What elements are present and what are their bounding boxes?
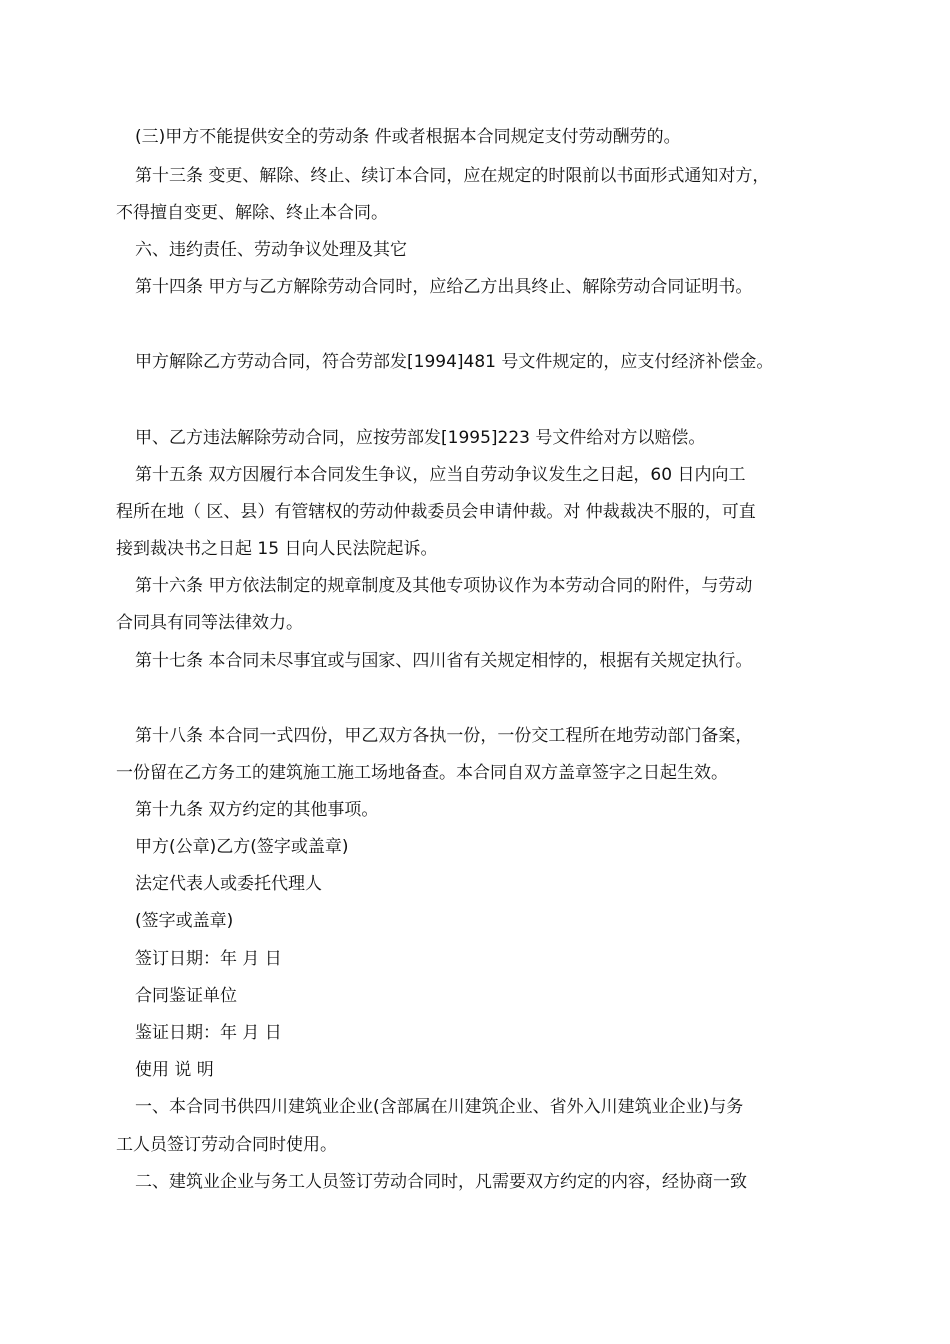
clause-18-line-2: 一份留在乙方务工的建筑施工施工场地备查。本合同自双方盖章签字之日起生效。 (116, 763, 728, 783)
illegal-termination-paragraph: 甲、乙方违法解除劳动合同，应按劳部发[1995]223 号文件给对方以赔偿。 (135, 428, 706, 448)
compensation-paragraph: 甲方解除乙方劳动合同，符合劳部发[1994]481 号文件规定的，应支付经济补偿金。 (135, 352, 774, 372)
clause-15-line-1: 第十五条 双方因履行本合同发生争议，应当自劳动争议发生之日起，60 日内向工 (135, 465, 746, 485)
clause-17: 第十七条 本合同未尽事宜或与国家、四川省有关规定相悖的，根据有关规定执行。 (135, 651, 753, 671)
clause-12-item-3: (三)甲方不能提供安全的劳动条 件或者根据本合同规定支付劳动酬劳的。 (135, 127, 681, 147)
signing-date: 签订日期：年 月 日 (135, 949, 282, 969)
authentication-unit: 合同鉴证单位 (135, 986, 237, 1006)
signature-note: (签字或盖章) (135, 911, 234, 931)
section-6-heading: 六、违约责任、劳动争议处理及其它 (135, 240, 407, 260)
instruction-1-line-2: 工人员签订劳动合同时使用。 (116, 1135, 337, 1155)
clause-18-line-1: 第十八条 本合同一式四份，甲乙双方各执一份，一份交工程所在地劳动部门备案， (135, 726, 753, 746)
clause-16-line-1: 第十六条 甲方依法制定的规章制度及其他专项协议作为本劳动合同的附件，与劳动 (135, 576, 753, 596)
instruction-1-line-1: 一、本合同书供四川建筑业企业(含部属在川建筑企业、省外入川建筑业企业)与务 (135, 1097, 744, 1117)
clause-15-line-3: 接到裁决书之日起 15 日向人民法院起诉。 (116, 539, 438, 559)
legal-representative: 法定代表人或委托代理人 (135, 874, 322, 894)
instructions-heading: 使用 说 明 (135, 1060, 214, 1080)
clause-14: 第十四条 甲方与乙方解除劳动合同时，应给乙方出具终止、解除劳动合同证明书。 (135, 277, 753, 297)
instruction-2-line-1: 二、建筑业企业与务工人员签订劳动合同时，凡需要双方约定的内容，经协商一致 (135, 1172, 747, 1192)
clause-13-line-1: 第十三条 变更、解除、终止、续订本合同，应在规定的时限前以书面形式通知对方， (135, 166, 770, 186)
clause-16-line-2: 合同具有同等法律效力。 (116, 613, 303, 633)
clause-13-line-2: 不得擅自变更、解除、终止本合同。 (116, 203, 388, 223)
authentication-date: 鉴证日期：年 月 日 (135, 1023, 282, 1043)
clause-19: 第十九条 双方约定的其他事项。 (135, 800, 379, 820)
signature-parties: 甲方(公章)乙方(签字或盖章) (135, 837, 349, 857)
clause-15-line-2: 程所在地（ 区、县）有管辖权的劳动仲裁委员会申请仲裁。对 仲裁裁决不服的，可直 (116, 502, 756, 522)
